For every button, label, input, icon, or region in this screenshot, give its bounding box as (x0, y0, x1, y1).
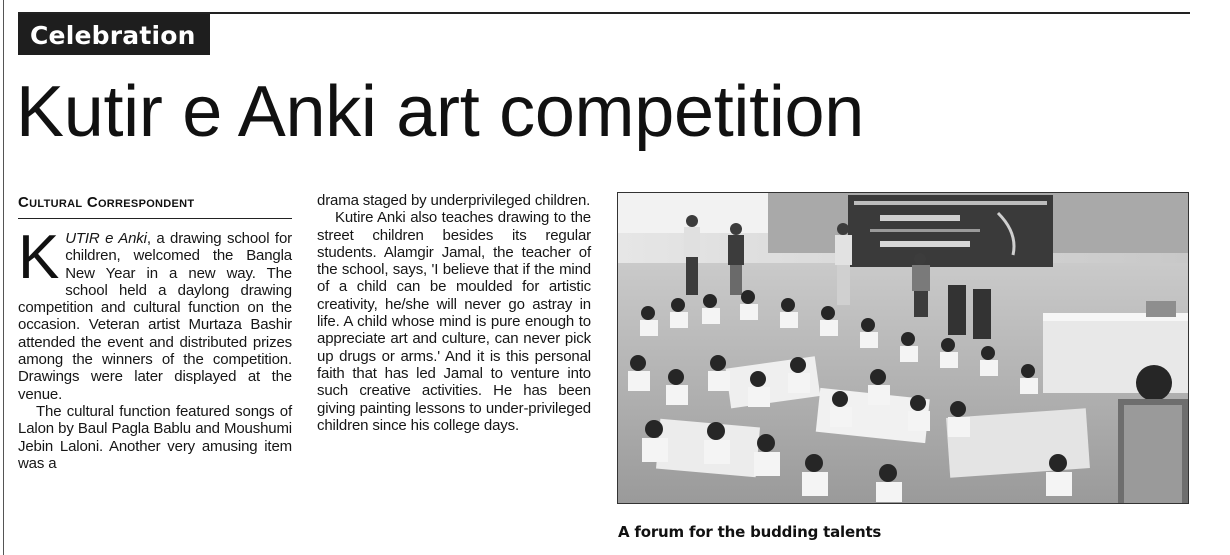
lead-paragraph-text: , a drawing school for children, welcomed the Bangla New Year in a new way. The school held a daylong drawing competition and cultural function on the occasion. Veteran artist Murtaza Bashir attended the event and distributed prizes among the winners of the competition. Drawings were later displayed at the venue. (18, 230, 292, 403)
drop-cap: K (18, 223, 60, 292)
article-photo (617, 192, 1189, 504)
section-label: Celebration (18, 14, 210, 55)
byline: Cultural Correspondent (18, 194, 292, 219)
photo-caption: A forum for the budding talents (618, 523, 882, 541)
article-column-1 (18, 223, 292, 472)
page-left-rule (3, 0, 4, 555)
headline: Kutir e Anki art competition (16, 72, 865, 152)
photo-scene (618, 193, 1188, 503)
school-name: UTIR e Anki (65, 230, 147, 247)
article-column-2 (317, 192, 591, 434)
paragraph-3: Kutire Anki also teaches drawing to the street children besides its regular students. Alamgir Jamal, the teacher of the school, says, 'I believe that if the mind of a child can be moulded for artistic creativity, he/she will never go astray in life. A child whose mind is pure enough to appreciate art and culture, can never pick up drugs or arms.' And it is this personal faith that has led Jamal to venture into such creative activities. He has been giving painting lessons to under-privileged children since his college days. (317, 209, 591, 434)
paragraph-2-continued: drama staged by underprivileged children. (317, 192, 591, 209)
paragraph-2: The cultural function featured songs of Lalon by Baul Pagla Bablu and Moushumi Jebin Laloni. Another very amusing item was a (18, 402, 292, 472)
lead-paragraph (18, 223, 292, 403)
